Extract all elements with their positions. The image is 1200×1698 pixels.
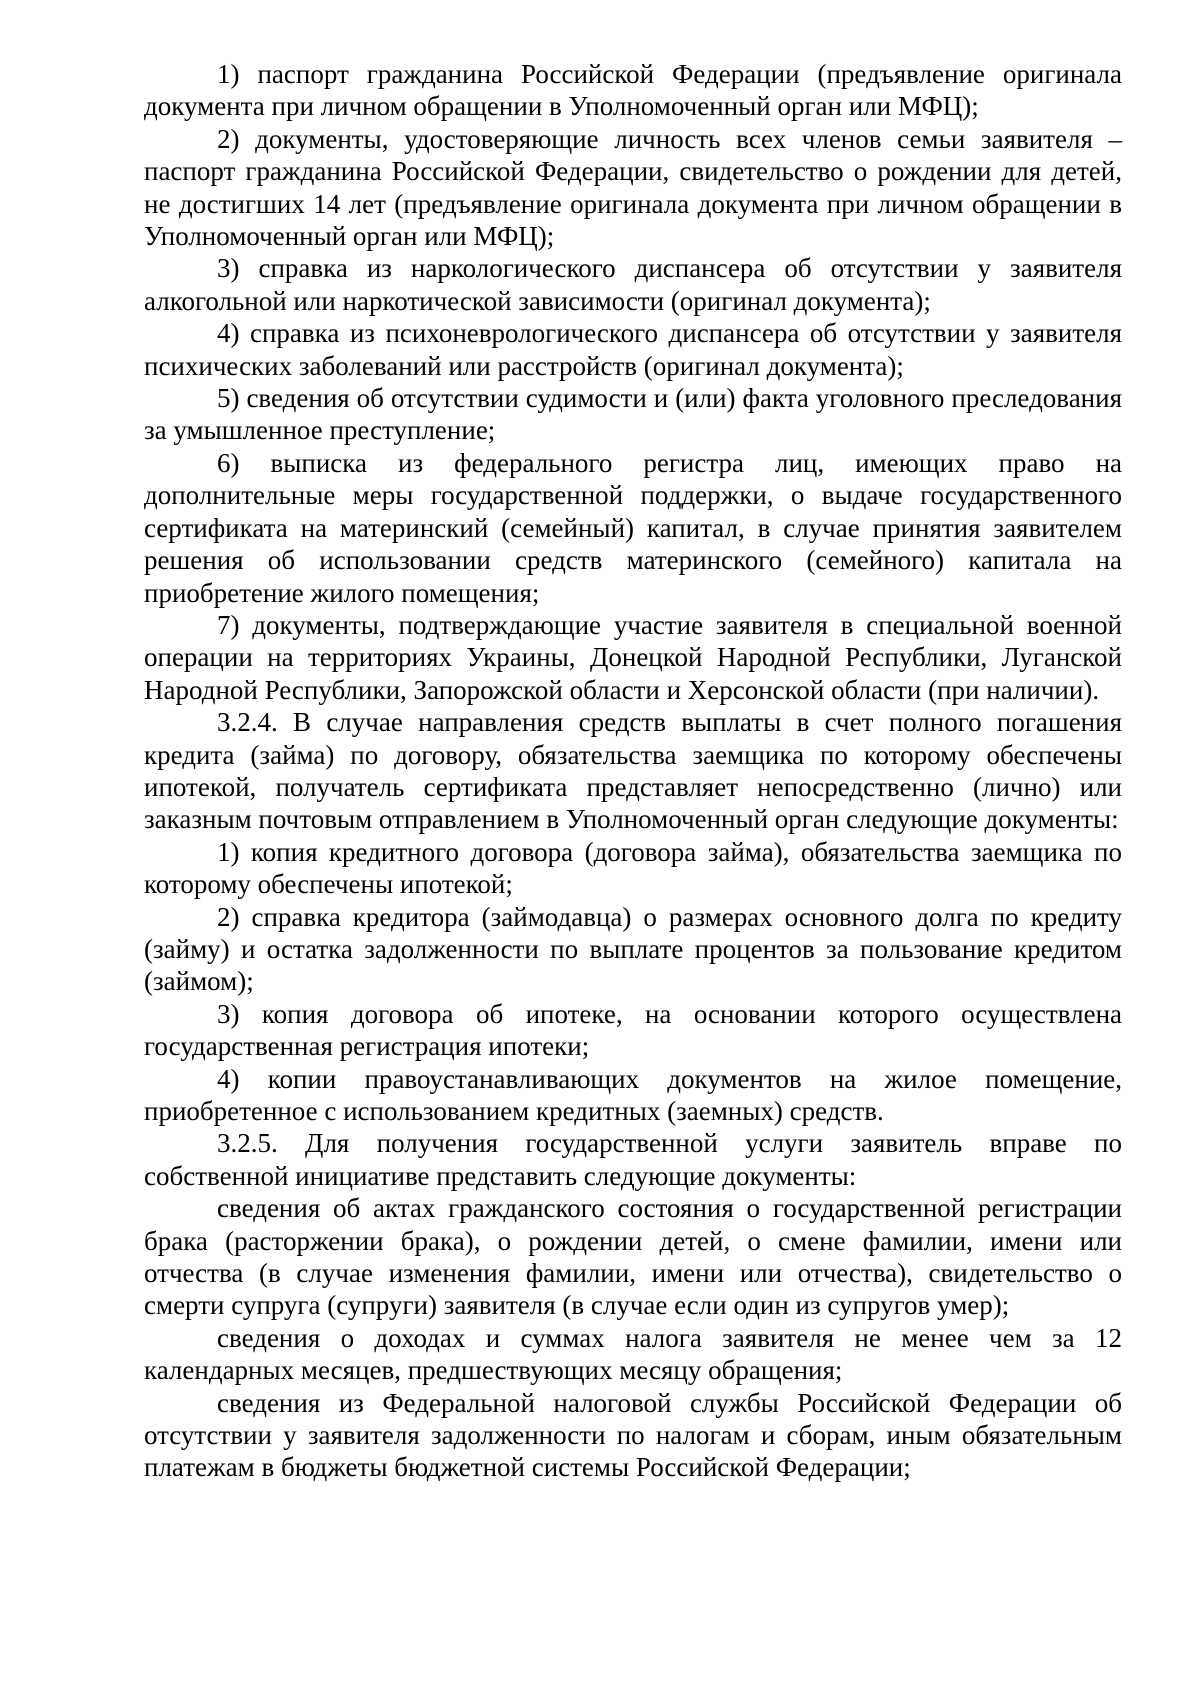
list-item-civil-status-records: сведения об актах гражданского состояния о государственной регистрации брака (расторжении брака), о рождении детей, о смене фамилии, имени или отчества (в случае изменения фамилии, имени или отчества), свидетельство о смерти супруга (супруги) заявителя (в случае если один из супругов умер); [144, 1193, 1122, 1321]
list-item-income-records: сведения о доходах и суммах налога заявителя не менее чем за 12 календарных месяцев, предшествующих месяцу обращения; [144, 1322, 1122, 1386]
list-item-mortgage-agreement: 3) копия договора об ипотеке, на основании которого осуществлена государственная регистрация ипотеки; [144, 998, 1122, 1062]
list-item-military-operation-docs: 7) документы, подтверждающие участие заявителя в специальной военной операции на территориях Украины, Донецкой Народной Республики, Луганской Народной Республики, Запорожской области и Херсонской области (при наличии). [144, 609, 1122, 705]
list-item-narcology-certificate: 3) справка из наркологического диспансера об отсутствии у заявителя алкогольной или наркотической зависимости (оригинал документа); [144, 253, 1122, 316]
list-item-passport: 1) паспорт гражданина Российской Федерации (предъявление оригинала документа при личном обращении в Уполномоченный орган или МФЦ); [144, 59, 1122, 122]
list-item-federal-register-extract: 6) выписка из федерального регистра лиц, имеющих право на дополнительные меры государственной поддержки, о выдаче государственного сертификата на материнский (семейный) капитал, в случае принятия заявителем решения об использовании средств материнского (семейного) капитала на приобретение жилого помещения; [144, 447, 1122, 608]
list-item-title-documents: 4) копии правоустанавливающих документов на жилое помещение, приобретенное с использованием кредитных (заемных) средств. [144, 1063, 1122, 1126]
document-body [144, 58, 1122, 1484]
list-item-psychoneurology-certificate: 4) справка из психоневрологического диспансера об отсутствии у заявителя психических заболеваний или расстройств (оригинал документа); [144, 318, 1122, 381]
list-item-creditor-statement: 2) справка кредитора (займодавца) о размерах основного долга по кредиту (займу) и остатка задолженности по выплате процентов за пользование кредитом (займом); [144, 901, 1122, 997]
section-3-2-5: 3.2.5. Для получения государственной услуги заявитель вправе по собственной инициативе представить следующие документы: [144, 1128, 1122, 1191]
list-item-family-ids: 2) документы, удостоверяющие личность всех членов семьи заявителя – паспорт гражданина Российской Федерации, свидетельство о рождении для детей, не достигших 14 лет (предъявление оригинала документа при личном обращении в Уполномоченный орган или МФЦ); [144, 123, 1122, 252]
list-item-credit-agreement: 1) копия кредитного договора (договора займа), обязательства заемщика по которому обеспечены ипотекой; [144, 836, 1122, 900]
section-3-2-4: 3.2.4. В случае направления средств выплаты в счет полного погашения кредита (займа) по договору, обязательства заемщика по которому обеспечены ипотекой, получатель сертификата представляет непосредственно (лично) или заказным почтовым отправлением в Уполномоченный орган следующие документы: [144, 707, 1122, 835]
list-item-criminal-record: 5) сведения об отсутствии судимости и (или) факта уголовного преследования за умышленное преступление; [144, 383, 1122, 446]
list-item-tax-debt-records: сведения из Федеральной налоговой службы Российской Федерации об отсутствии у заявителя задолженности по налогам и сборам, иным обязательным платежам в бюджеты бюджетной системы Российской Федерации; [144, 1387, 1122, 1483]
